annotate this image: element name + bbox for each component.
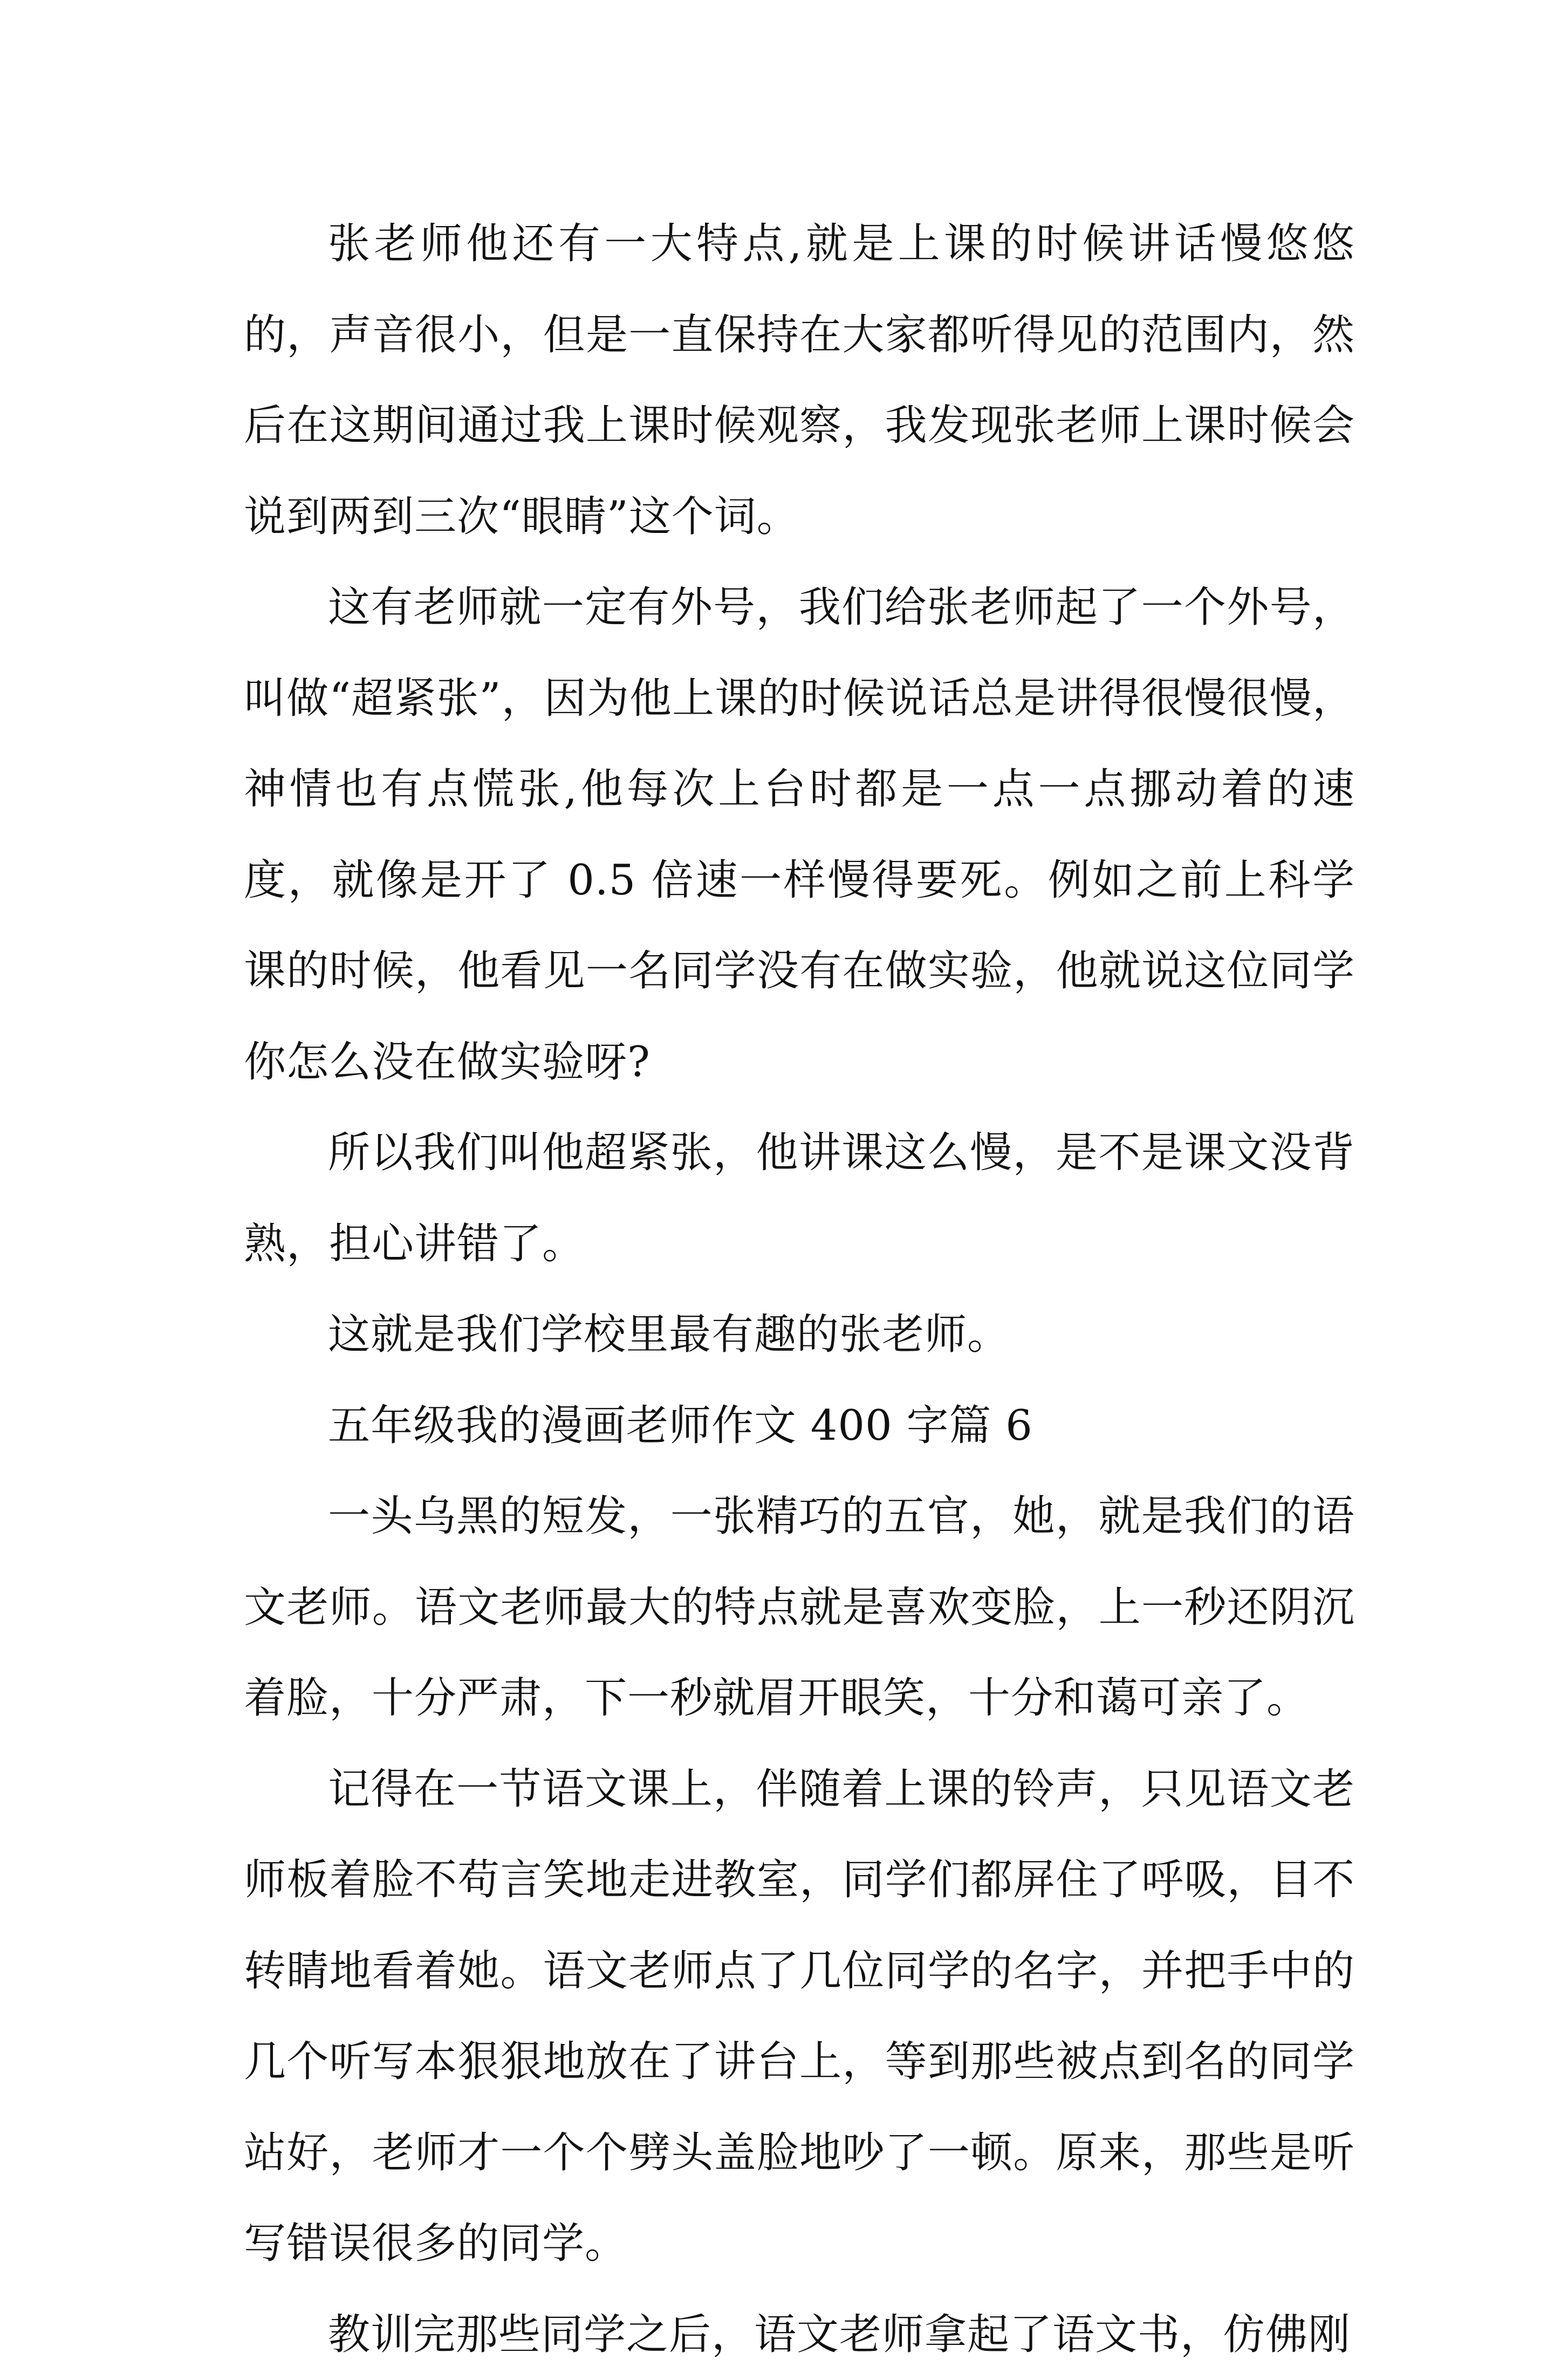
paragraph: 张老师他还有一大特点,就是上课的时候讲话慢悠悠的，声音很小，但是一直保持在大家都听得见的范围内，然后在这期间通过我上课时候观察，我发现张老师上课时候会说到两到三次“眼睛”这个词。 — [244, 199, 1355, 562]
paragraph: 这有老师就一定有外号，我们给张老师起了一个外号，叫做“超紧张”，因为他上课的时候说话总是讲得很慢很慢，神情也有点慌张,他每次上台时都是一点一点挪动着的速度，就像是开了 0.5 倍速一样慢得要死。例如之前上科学课的时候，他看见一名同学没有在做实验，他就说这位同学你怎么没在做实验呀? — [244, 562, 1355, 1107]
paragraph: 所以我们叫他超紧张，他讲课这么慢，是不是课文没背熟，担心讲错了。 — [244, 1107, 1355, 1289]
paragraph: 一头乌黑的短发，一张精巧的五官，她，就是我们的语文老师。语文老师最大的特点就是喜欢变脸，上一秒还阴沉着脸，十分严肃，下一秒就眉开眼笑，十分和蔼可亲了。 — [244, 1471, 1355, 1744]
paragraph: 教训完那些同学之后，语文老师拿起了语文书，仿佛刚 — [244, 2289, 1355, 2380]
document-body — [244, 199, 1355, 2380]
paragraph: 记得在一节语文课上，伴随着上课的铃声，只见语文老师板着脸不苟言笑地走进教室，同学们都屏住了呼吸，目不转睛地看着她。语文老师点了几位同学的名字，并把手中的几个听写本狠狠地放在了讲台上，等到那些被点到名的同学站好，老师才一个个劈头盖脸地吵了一顿。原来，那些是听写错误很多的同学。 — [244, 1744, 1355, 2289]
paragraph: 这就是我们学校里最有趣的张老师。 — [244, 1289, 1355, 1380]
section-heading: 五年级我的漫画老师作文 400 字篇 6 — [244, 1380, 1355, 1472]
